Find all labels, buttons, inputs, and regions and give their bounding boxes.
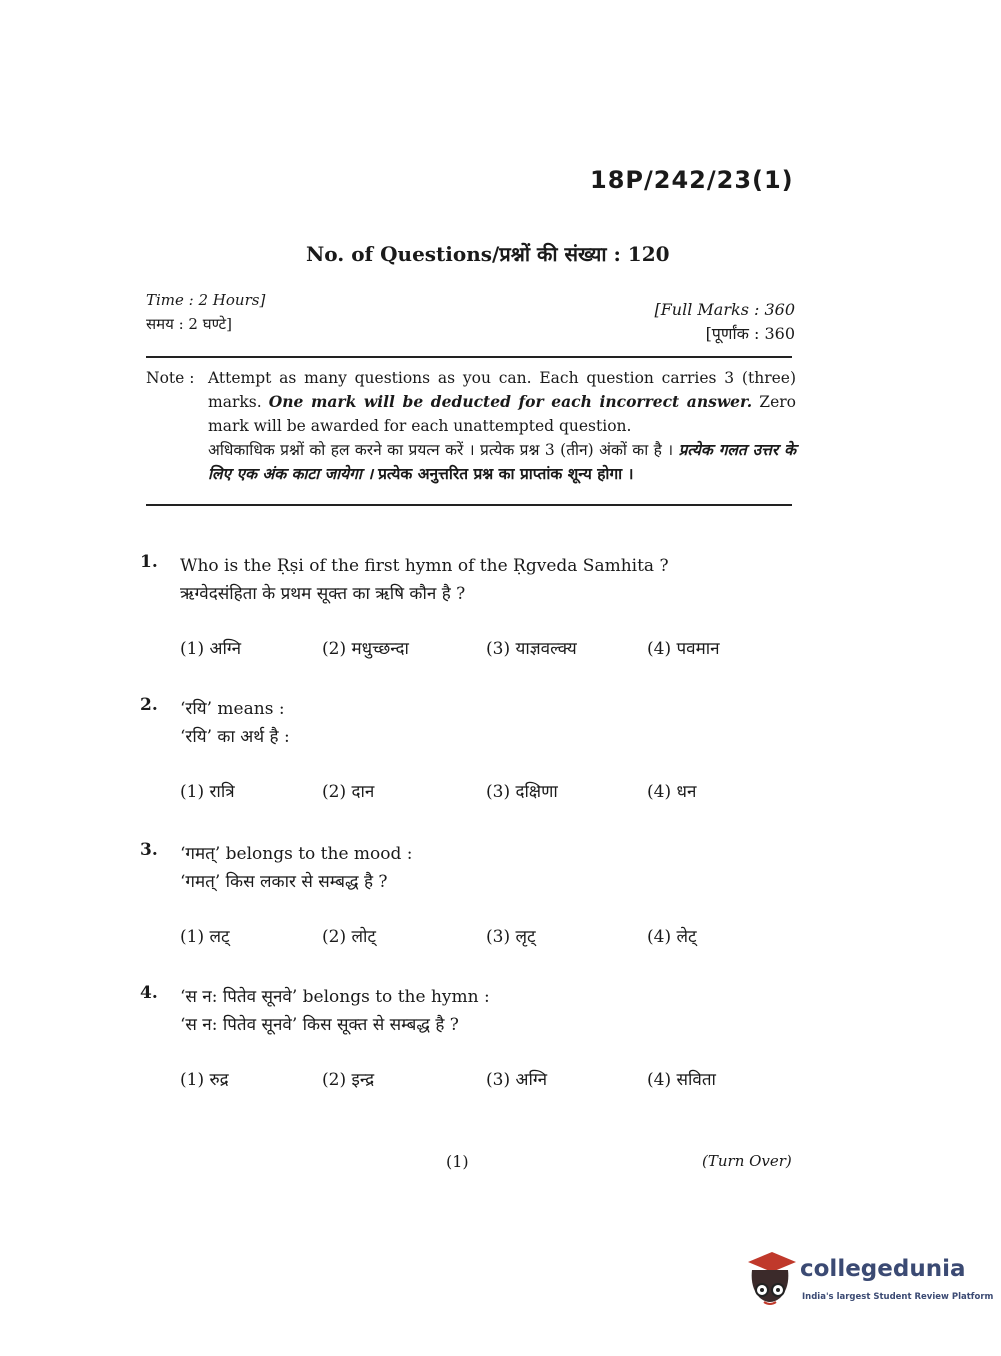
mascot-icon: [742, 1248, 798, 1312]
time-block: [146, 288, 265, 336]
question-text-en: ‘गमत्’ belongs to the mood :: [180, 844, 413, 864]
option-1[interactable]: (1) लट्: [180, 927, 230, 947]
question-text-en: ‘स न: पितेव सूनवे’ belongs to the hymn :: [180, 987, 490, 1007]
collegedunia-logo[interactable]: [742, 1248, 994, 1318]
time-english: Time : 2 Hours]: [146, 291, 266, 309]
question-text-hi: ‘रयि’ का अर्थ है :: [180, 727, 290, 747]
note-hi-3: प्रत्येक अनुत्तरित प्रश्न का प्राप्तांक शून्य होगा ।: [378, 464, 634, 483]
question-number: 2.: [140, 695, 158, 715]
question-number: 1.: [140, 552, 158, 572]
full-marks-hindi: [पूर्णांक : 360: [705, 324, 795, 343]
option-2[interactable]: (2) इन्द्र: [322, 1070, 375, 1090]
full-marks-english: [Full Marks : 360: [654, 300, 795, 319]
note-hi-1: अधिकाधिक प्रश्नों को हल करने का प्रयत्न करें । प्रत्येक प्रश्न 3 (तीन) अंकों का है ।: [208, 441, 674, 459]
option-1[interactable]: (1) अग्नि: [180, 639, 242, 659]
time-hindi: समय : 2 घण्टे]: [146, 315, 232, 333]
option-4[interactable]: (4) पवमान: [647, 639, 720, 659]
question-4: [140, 983, 800, 1097]
option-3[interactable]: (3) अग्नि: [486, 1070, 548, 1090]
option-4[interactable]: (4) लेट्: [647, 927, 697, 947]
note-en-1: Attempt as many questions as you can. Each question carries 3 (three) marks.: [208, 369, 796, 411]
page-number: (1): [446, 1152, 469, 1171]
question-1: [140, 552, 800, 666]
option-3[interactable]: (3) लृट्: [486, 927, 536, 947]
options: [140, 1067, 800, 1097]
divider-bottom: [146, 504, 792, 506]
question-number: 3.: [140, 840, 158, 860]
note-label: Note :: [146, 369, 195, 387]
question-3: [140, 840, 800, 954]
turn-over: (Turn Over): [702, 1152, 792, 1170]
question-text-hi: ‘स न: पितेव सूनवे’ किस सूक्त से सम्बद्ध है ?: [180, 1015, 459, 1035]
option-2[interactable]: (2) लोट्: [322, 927, 376, 947]
paper-code: 18P/242/23(1): [590, 166, 794, 194]
question-text-hi: ऋग्वेदसंहिता के प्रथम सूक्त का ऋषि कौन है ?: [180, 584, 466, 604]
note-hi-2: प्रत्येक गलत उत्तर के लिए एक अंक काटा जायेगा ।: [208, 440, 796, 483]
option-4[interactable]: (4) धन: [647, 782, 697, 802]
question-number: 4.: [140, 983, 158, 1003]
option-1[interactable]: (1) रुद्र: [180, 1070, 229, 1090]
number-of-questions: No. of Questions/प्रश्नों की संख्या : 120: [306, 242, 670, 266]
instructions-note: [146, 366, 796, 486]
option-2[interactable]: (2) मधुच्छन्दा: [322, 639, 409, 659]
logo-wordmark: collegedunia: [800, 1256, 966, 1282]
options: [140, 924, 800, 954]
option-4[interactable]: (4) सविता: [647, 1070, 716, 1090]
option-3[interactable]: (3) दक्षिणा: [486, 782, 558, 802]
question-text-en: Who is the Ṛṣi of the first hymn of the Ṛgveda Samhita ?: [180, 556, 669, 576]
note-en-3: Zero mark will be awarded for each unattempted question.: [208, 393, 796, 435]
option-3[interactable]: (3) याज्ञवल्क्य: [486, 639, 577, 659]
option-1[interactable]: (1) रात्रि: [180, 782, 235, 802]
question-text-hi: ‘गमत्’ किस लकार से सम्बद्ध है ?: [180, 872, 388, 892]
question-text-en: ‘रयि’ means :: [180, 699, 285, 719]
logo-tagline: India's largest Student Review Platform: [802, 1292, 994, 1302]
option-2[interactable]: (2) दान: [322, 782, 375, 802]
options: [140, 636, 800, 666]
note-en-2: One mark will be deducted for each incorrect answer.: [268, 392, 753, 411]
question-2: [140, 695, 800, 809]
divider-top: [146, 356, 792, 358]
options: [140, 779, 800, 809]
marks-block: [654, 298, 795, 346]
